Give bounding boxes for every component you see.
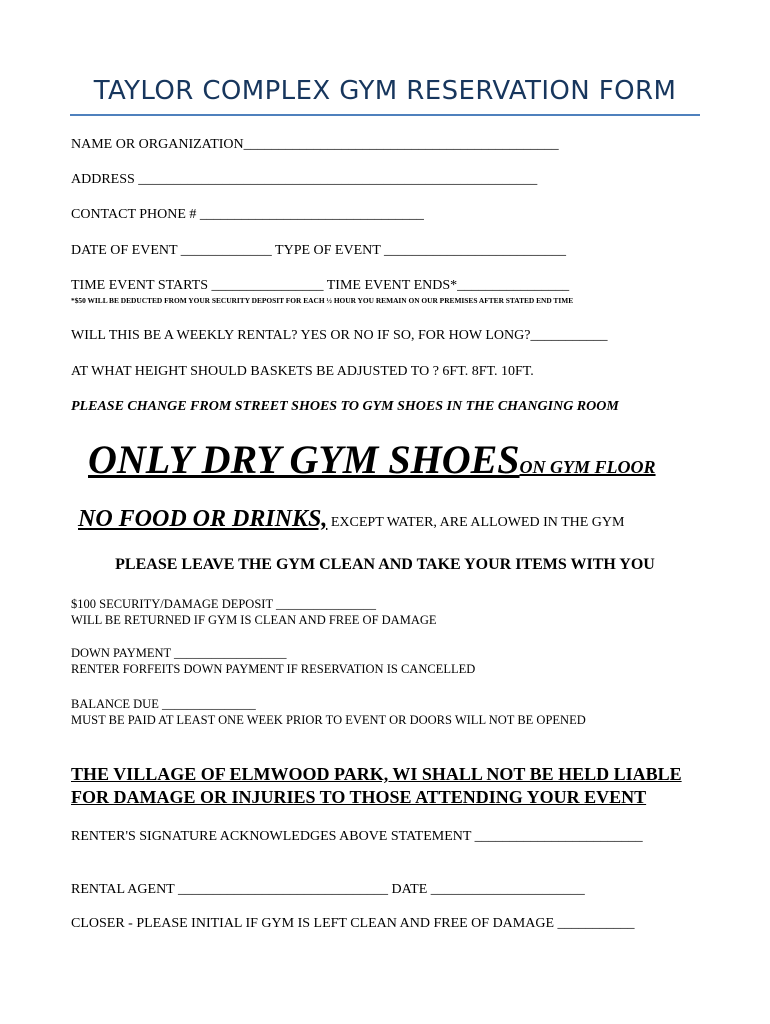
no-food-rest: EXCEPT WATER, ARE ALLOWED IN THE GYM (327, 515, 625, 530)
no-food-emphasis: NO FOOD OR DRINKS, (78, 506, 328, 532)
address-field[interactable]: ADDRESS _________________________________________________________ (71, 172, 538, 187)
basket-height-field[interactable]: AT WHAT HEIGHT SHOULD BASKETS BE ADJUSTED TO ? 6FT. 8FT. 10FT. (71, 364, 534, 379)
name-field[interactable]: NAME OR ORGANIZATION_____________________________________________ (71, 137, 559, 152)
liability-statement: THE VILLAGE OF ELMWOOD PARK, WI SHALL NOT BE HELD LIABLE FOR DAMAGE OR INJURIES TO THOSE ATTENDING YOUR EVENT (71, 764, 682, 807)
title-rule (70, 114, 700, 116)
shoe-change-note: PLEASE CHANGE FROM STREET SHOES TO GYM SHOES IN THE CHANGING ROOM (71, 399, 619, 414)
down-payment-note: RENTER FORFEITS DOWN PAYMENT IF RESERVATION IS CANCELLED (71, 662, 476, 676)
time-note: *$50 WILL BE DEDUCTED FROM YOUR SECURITY DEPOSIT FOR EACH ½ HOUR YOU REMAIN ON OUR PREMISES AFTER STATED END TIME (71, 296, 574, 305)
deposit-field[interactable]: $100 SECURITY/DAMAGE DEPOSIT ________________ (71, 597, 376, 611)
balance-due-note: MUST BE PAID AT LEAST ONE WEEK PRIOR TO EVENT OR DOORS WILL NOT BE OPENED (71, 713, 586, 727)
form-title: TAYLOR COMPLEX GYM RESERVATION FORM (93, 76, 677, 106)
weekly-rental-field[interactable]: WILL THIS BE A WEEKLY RENTAL? YES OR NO IF SO, FOR HOW LONG?___________ (71, 328, 608, 343)
dry-shoes-big: ONLY DRY GYM SHOES (88, 437, 520, 482)
agent-date-fields[interactable]: RENTAL AGENT ______________________________ DATE ______________________ (71, 882, 585, 897)
dry-shoes-small: ON GYM FLOOR (519, 457, 656, 477)
leave-clean-notice: PLEASE LEAVE THE GYM CLEAN AND TAKE YOUR ITEMS WITH YOU (115, 556, 655, 573)
no-food-notice (78, 506, 624, 533)
deposit-note: WILL BE RETURNED IF GYM IS CLEAN AND FREE OF DAMAGE (71, 613, 437, 627)
balance-due-field[interactable]: BALANCE DUE _______________ (71, 697, 256, 711)
time-fields[interactable]: TIME EVENT STARTS ________________ TIME EVENT ENDS*________________ (71, 278, 570, 293)
date-type-fields[interactable]: DATE OF EVENT _____________ TYPE OF EVENT __________________________ (71, 243, 567, 258)
signature-field[interactable]: RENTER'S SIGNATURE ACKNOWLEDGES ABOVE STATEMENT ________________________ (71, 829, 643, 844)
phone-field[interactable]: CONTACT PHONE # ________________________________ (71, 207, 424, 222)
dry-shoes-notice (88, 436, 656, 483)
closer-initial-field[interactable]: CLOSER - PLEASE INITIAL IF GYM IS LEFT CLEAN AND FREE OF DAMAGE ___________ (71, 916, 635, 931)
down-payment-field[interactable]: DOWN PAYMENT __________________ (71, 646, 287, 660)
